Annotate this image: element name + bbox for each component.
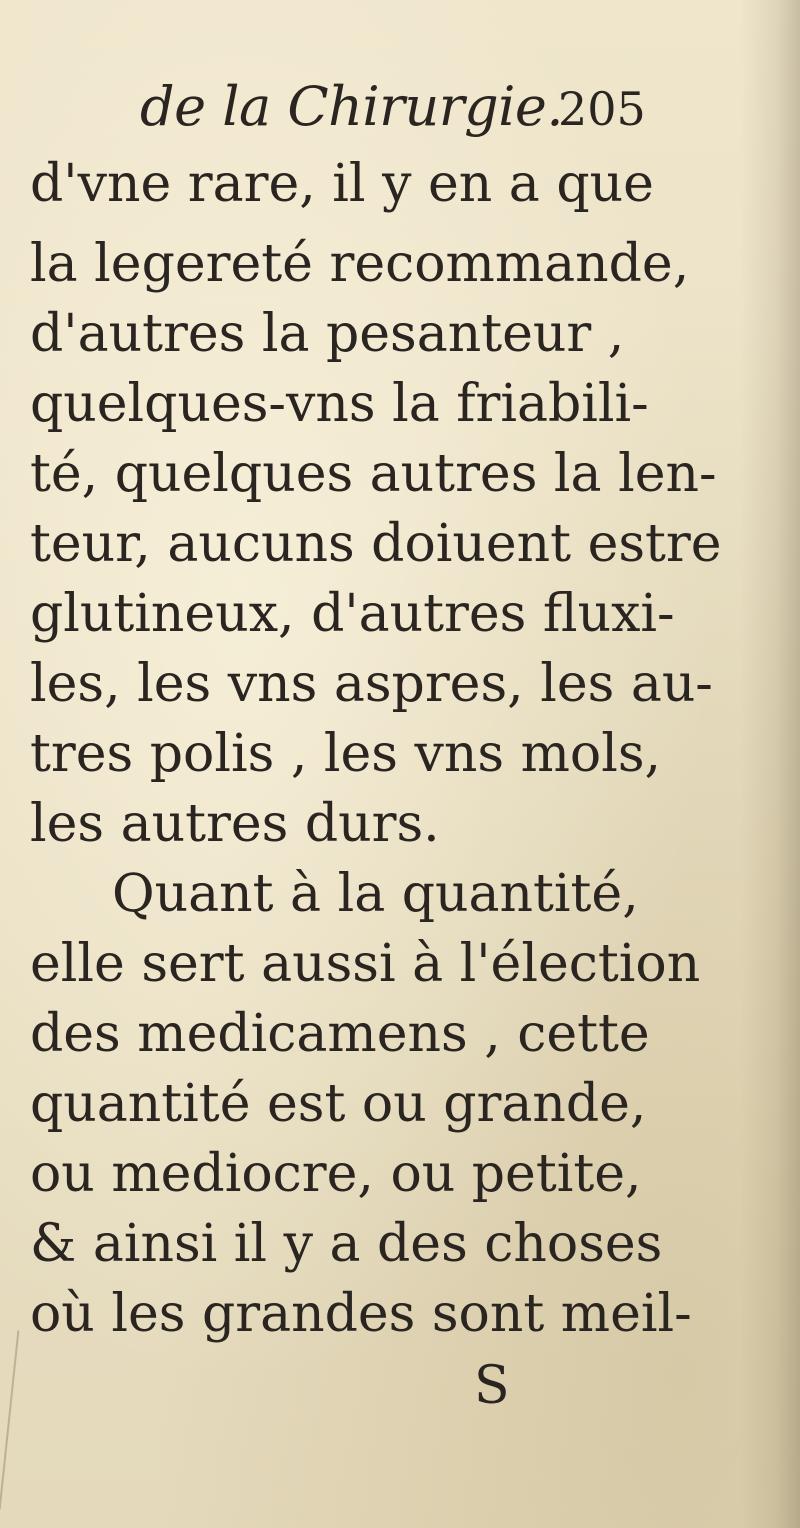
text-line: té, quelques autres la len- xyxy=(30,444,717,504)
page-edge-shadow xyxy=(740,0,800,1528)
running-head: de la Chirurgie. xyxy=(140,75,564,138)
page-number: 205 xyxy=(558,82,646,136)
signature-mark: S xyxy=(474,1356,510,1416)
text-line: teur, aucuns doiuent estre xyxy=(30,514,722,574)
text-line: & ainsi il y a des choses xyxy=(30,1214,663,1274)
text-line: d'vne rare, il y en a que xyxy=(30,154,654,214)
text-line: quantité est ou grande, xyxy=(30,1074,647,1134)
text-line: quelques-vns la friabili- xyxy=(30,374,649,434)
text-line: d'autres la pesanteur , xyxy=(30,304,625,364)
text-line: la legereté recommande, xyxy=(30,234,690,294)
text-line: ou mediocre, ou petite, xyxy=(30,1144,642,1204)
text-line: elle sert aussi à l'élection xyxy=(30,934,701,994)
paragraph-first-line: Quant à la quantité, xyxy=(112,864,639,924)
text-line: des medicamens , cette xyxy=(30,1004,650,1064)
text-line: glutineux, d'autres fluxi- xyxy=(30,584,675,644)
text-line: les, les vns aspres, les au- xyxy=(30,654,713,714)
text-line: tres polis , les vns mols, xyxy=(30,724,662,784)
text-line: les autres durs. xyxy=(30,794,440,854)
page-header xyxy=(140,72,660,142)
text-line: où les grandes sont meil- xyxy=(30,1284,692,1344)
paper-crease xyxy=(0,1330,19,1509)
